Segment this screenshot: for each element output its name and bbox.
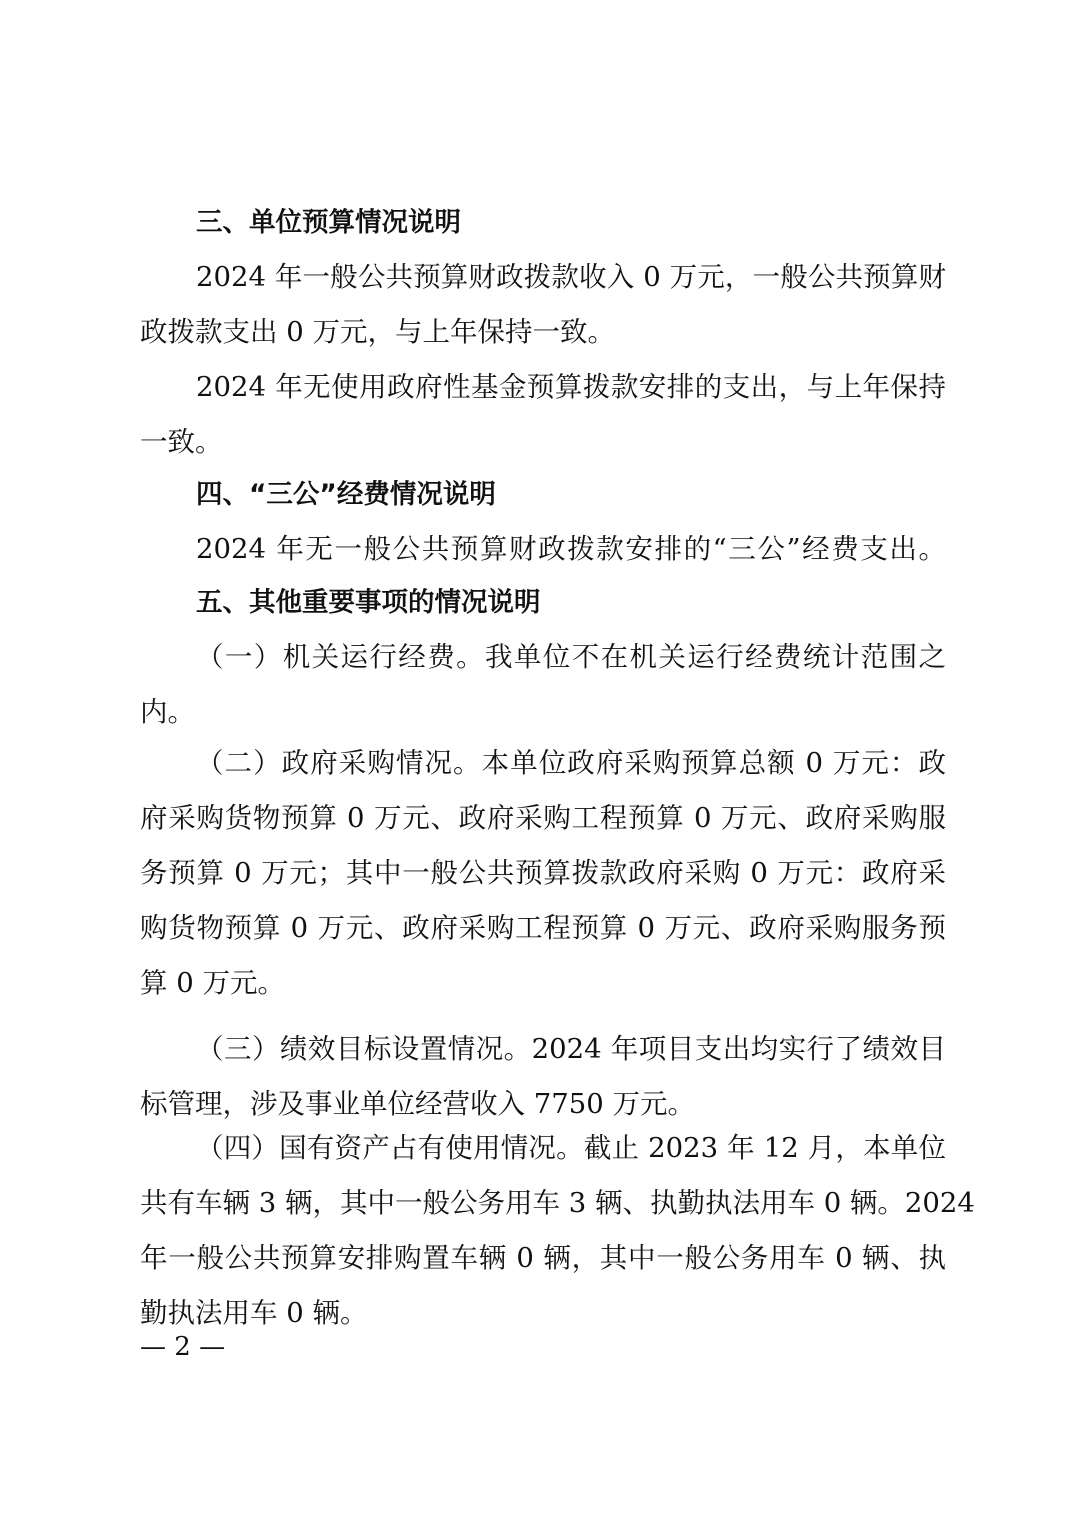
performance-item — [140, 1022, 946, 1132]
paragraph-line: 2024 年无使用政府性基金预算拨款安排的支出，与上年保持 — [196, 371, 946, 403]
paragraph-line: 共有车辆 3 辆，其中一般公务用车 3 辆、执勤执法用车 0 辆。2024 — [140, 1187, 975, 1219]
paragraph-line: （三）绩效目标设置情况。2024 年项目支出均实行了绩效目 — [196, 1033, 946, 1065]
paragraph-line: 年一般公共预算安排购置车辆 0 辆，其中一般公务用车 0 辆、执 — [140, 1242, 946, 1274]
procurement-item — [140, 736, 946, 1011]
paragraph-line: 政拨款支出 0 万元，与上年保持一致。 — [140, 316, 615, 348]
paragraph-line: 内。 — [140, 696, 195, 728]
assets-item — [140, 1121, 975, 1341]
paragraph-line: 购货物预算 0 万元、政府采购工程预算 0 万元、政府采购服务预 — [140, 912, 946, 944]
section-heading: 三、单位预算情况说明 — [196, 207, 461, 238]
paragraph-line: 标管理，涉及事业单位经营收入 7750 万元。 — [140, 1088, 695, 1120]
paragraph-line: 一致。 — [140, 426, 223, 458]
paragraph-line: 府采购货物预算 0 万元、政府采购工程预算 0 万元、政府采购服 — [140, 802, 946, 834]
section-four — [140, 467, 946, 577]
paragraph-line: （四）国有资产占有使用情况。截止 2023 年 12 月，本单位 — [196, 1132, 946, 1164]
page-number: — 2 — — [140, 1332, 226, 1362]
paragraph-line: 勤执法用车 0 辆。 — [140, 1297, 368, 1329]
section-heading: 四、“三公”经费情况说明 — [196, 479, 496, 510]
paragraph-line: 2024 年无一般公共预算财政拨款安排的“三公”经费支出。 — [196, 533, 946, 565]
paragraph-line: 务预算 0 万元；其中一般公共预算拨款政府采购 0 万元：政府采 — [140, 857, 946, 889]
section-heading: 五、其他重要事项的情况说明 — [196, 587, 541, 618]
section-three — [140, 195, 946, 470]
paragraph-line: （二）政府采购情况。本单位政府采购预算总额 0 万元：政 — [196, 747, 946, 779]
paragraph-line: （一）机关运行经费。我单位不在机关运行经费统计范围之 — [196, 641, 946, 673]
section-five — [140, 575, 946, 740]
paragraph-line: 2024 年一般公共预算财政拨款收入 0 万元，一般公共预算财 — [196, 261, 946, 293]
paragraph-line: 算 0 万元。 — [140, 967, 285, 999]
